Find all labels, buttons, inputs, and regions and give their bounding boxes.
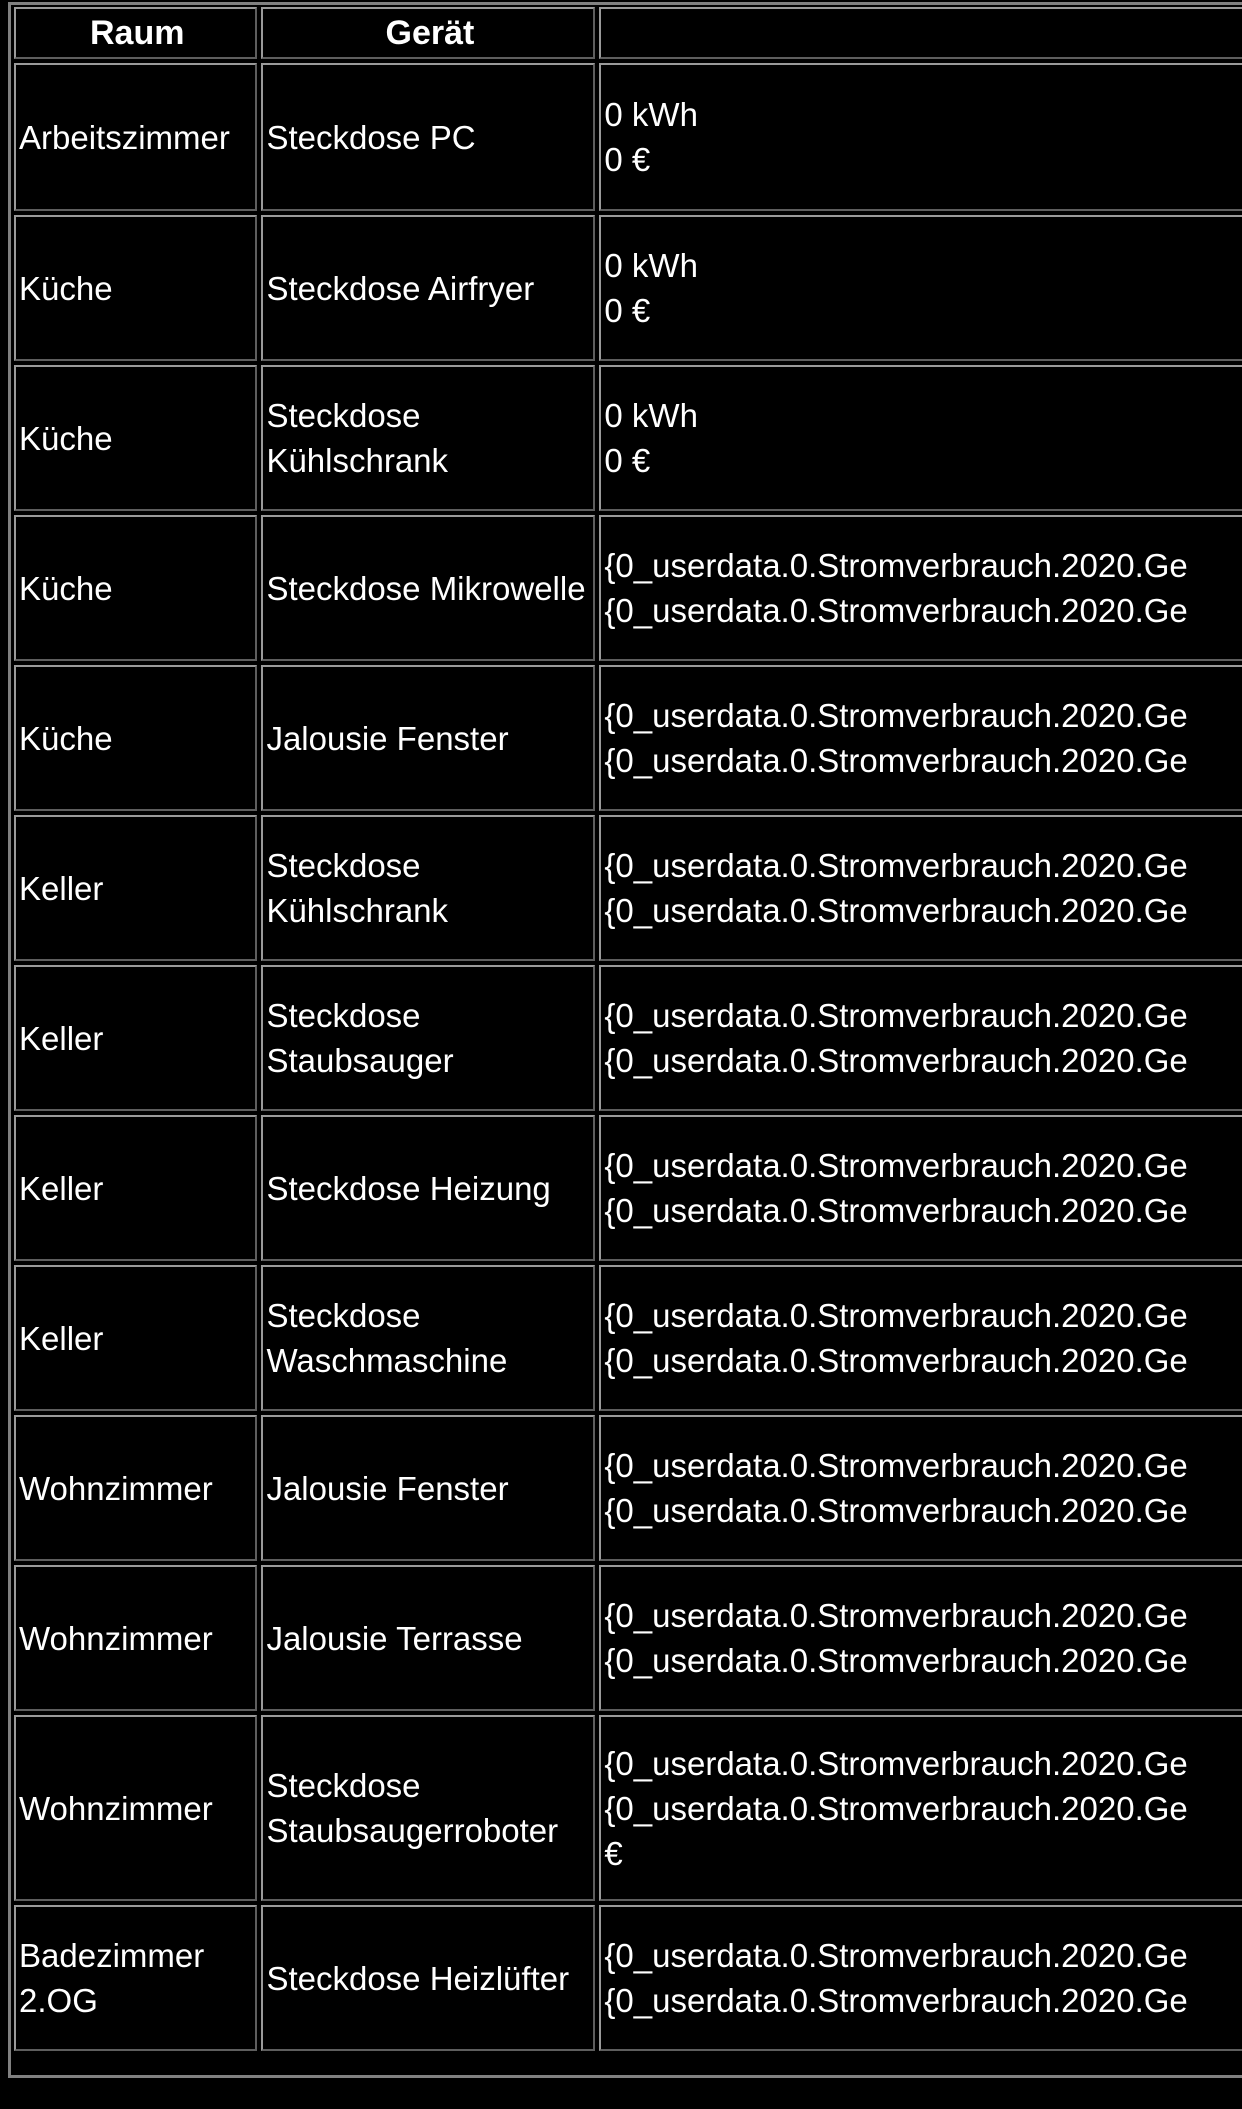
room-label: Küche xyxy=(19,719,113,757)
consumption-value: 0 kWh xyxy=(604,397,698,434)
table-row xyxy=(14,63,1242,211)
table-row xyxy=(14,1115,1242,1261)
cost-value: 0 € xyxy=(604,141,651,178)
consumption-cell xyxy=(599,365,1242,511)
room-cell xyxy=(14,815,257,961)
room-cell xyxy=(14,1265,257,1411)
room-cell xyxy=(14,1565,257,1711)
cost-value: {0_userdata.0.Stromverbrauch.2020.Ge xyxy=(604,1982,1188,2019)
consumption-value: {0_userdata.0.Stromverbrauch.2020.Ge xyxy=(604,1147,1188,1184)
table-row xyxy=(14,1905,1242,2051)
cost-value: {0_userdata.0.Stromverbrauch.2020.Ge xyxy=(604,1492,1188,1529)
device-label: Steckdose Kühlschrank xyxy=(266,847,449,929)
device-label: Steckdose Kühlschrank xyxy=(266,397,449,479)
room-cell xyxy=(14,63,257,211)
device-cell xyxy=(261,815,595,961)
room-label: Küche xyxy=(19,269,113,307)
device-label: Steckdose PC xyxy=(266,118,476,156)
consumption-value: {0_userdata.0.Stromverbrauch.2020.Ge xyxy=(604,1937,1188,1974)
table-header-row xyxy=(14,7,1242,59)
consumption-cell xyxy=(599,1415,1242,1561)
header-raum: Raum xyxy=(14,7,257,59)
cost-value: 0 € xyxy=(604,292,651,329)
room-cell xyxy=(14,965,257,1111)
cost-overflow-value: € xyxy=(604,1834,623,1872)
device-cell xyxy=(261,365,595,511)
energy-consumption-table xyxy=(10,3,1242,2055)
room-label: Wohnzimmer xyxy=(19,1789,213,1827)
device-cell xyxy=(261,1715,595,1901)
consumption-value: {0_userdata.0.Stromverbrauch.2020.Ge xyxy=(604,1744,1188,1782)
table-row xyxy=(14,515,1242,661)
room-cell xyxy=(14,1905,257,2051)
cost-value: {0_userdata.0.Stromverbrauch.2020.Ge xyxy=(604,592,1188,629)
device-label: Steckdose Mikrowelle xyxy=(266,569,586,607)
device-cell xyxy=(261,515,595,661)
consumption-value: 0 kWh xyxy=(604,247,698,284)
cost-value: 0 € xyxy=(604,442,651,479)
room-label: Keller xyxy=(19,869,104,907)
consumption-cell xyxy=(599,63,1242,211)
consumption-cell xyxy=(599,965,1242,1111)
consumption-cell xyxy=(599,1715,1242,1901)
cost-value: {0_userdata.0.Stromverbrauch.2020.Ge xyxy=(604,1789,1188,1827)
consumption-cell xyxy=(599,215,1242,361)
device-label: Steckdose Heizlüfter xyxy=(266,1959,570,1997)
cost-value: {0_userdata.0.Stromverbrauch.2020.Ge xyxy=(604,1192,1188,1229)
room-label: Küche xyxy=(19,569,113,607)
consumption-cell xyxy=(599,515,1242,661)
room-cell xyxy=(14,365,257,511)
device-cell xyxy=(261,1565,595,1711)
room-cell xyxy=(14,1715,257,1901)
cost-value: {0_userdata.0.Stromverbrauch.2020.Ge xyxy=(604,1042,1188,1079)
consumption-cell xyxy=(599,815,1242,961)
device-label: Jalousie Fenster xyxy=(266,1469,509,1507)
table-row xyxy=(14,665,1242,811)
device-cell xyxy=(261,63,595,211)
consumption-value: {0_userdata.0.Stromverbrauch.2020.Ge xyxy=(604,997,1188,1034)
room-label: Badezimmer 2.OG xyxy=(19,1937,205,2019)
device-label: Jalousie Fenster xyxy=(266,719,509,757)
device-label: Steckdose Airfryer xyxy=(266,269,535,307)
consumption-cell xyxy=(599,1905,1242,2051)
device-cell xyxy=(261,965,595,1111)
table-row xyxy=(14,1265,1242,1411)
device-cell xyxy=(261,215,595,361)
consumption-value: {0_userdata.0.Stromverbrauch.2020.Ge xyxy=(604,847,1188,884)
cost-value: {0_userdata.0.Stromverbrauch.2020.Ge xyxy=(604,892,1188,929)
device-label: Steckdose Staubsauger xyxy=(266,997,454,1079)
device-label: Steckdose Staubsaugerroboter xyxy=(266,1767,559,1849)
energy-table-viewport xyxy=(8,2,1242,2078)
table-row xyxy=(14,815,1242,961)
consumption-cell xyxy=(599,1115,1242,1261)
cost-value: {0_userdata.0.Stromverbrauch.2020.Ge xyxy=(604,1642,1188,1679)
room-cell xyxy=(14,215,257,361)
room-cell xyxy=(14,1115,257,1261)
header-geraet: Gerät xyxy=(261,7,595,59)
cost-value: {0_userdata.0.Stromverbrauch.2020.Ge xyxy=(604,1342,1188,1379)
device-label: Steckdose Heizung xyxy=(266,1169,551,1207)
device-label: Jalousie Terrasse xyxy=(266,1619,523,1657)
consumption-cell xyxy=(599,665,1242,811)
room-cell xyxy=(14,515,257,661)
table-row xyxy=(14,965,1242,1111)
consumption-value: {0_userdata.0.Stromverbrauch.2020.Ge xyxy=(604,1297,1188,1334)
table-row xyxy=(14,1565,1242,1711)
room-cell xyxy=(14,665,257,811)
table-body xyxy=(14,63,1242,2051)
room-label: Wohnzimmer xyxy=(19,1469,213,1507)
table-row xyxy=(14,215,1242,361)
consumption-value: {0_userdata.0.Stromverbrauch.2020.Ge xyxy=(604,1447,1188,1484)
room-label: Küche xyxy=(19,419,113,457)
table-row xyxy=(14,365,1242,511)
device-label: Steckdose Waschmaschine xyxy=(266,1297,508,1379)
cost-value: {0_userdata.0.Stromverbrauch.2020.Ge xyxy=(604,742,1188,779)
consumption-value: {0_userdata.0.Stromverbrauch.2020.Ge xyxy=(604,1597,1188,1634)
room-label: Keller xyxy=(19,1319,104,1357)
consumption-cell xyxy=(599,1565,1242,1711)
device-cell xyxy=(261,1905,595,2051)
consumption-value: {0_userdata.0.Stromverbrauch.2020.Ge xyxy=(604,547,1188,584)
device-cell xyxy=(261,1265,595,1411)
consumption-value: {0_userdata.0.Stromverbrauch.2020.Ge xyxy=(604,697,1188,734)
consumption-cell xyxy=(599,1265,1242,1411)
room-label: Wohnzimmer xyxy=(19,1619,213,1657)
room-label: Arbeitszimmer xyxy=(19,118,230,156)
device-cell xyxy=(261,1115,595,1261)
device-cell xyxy=(261,665,595,811)
room-label: Keller xyxy=(19,1019,104,1057)
device-cell xyxy=(261,1415,595,1561)
room-cell xyxy=(14,1415,257,1561)
table-row xyxy=(14,1415,1242,1561)
consumption-value: 0 kWh xyxy=(604,96,698,133)
room-label: Keller xyxy=(19,1169,104,1207)
header-verbrauch xyxy=(599,7,1242,59)
table-row xyxy=(14,1715,1242,1901)
